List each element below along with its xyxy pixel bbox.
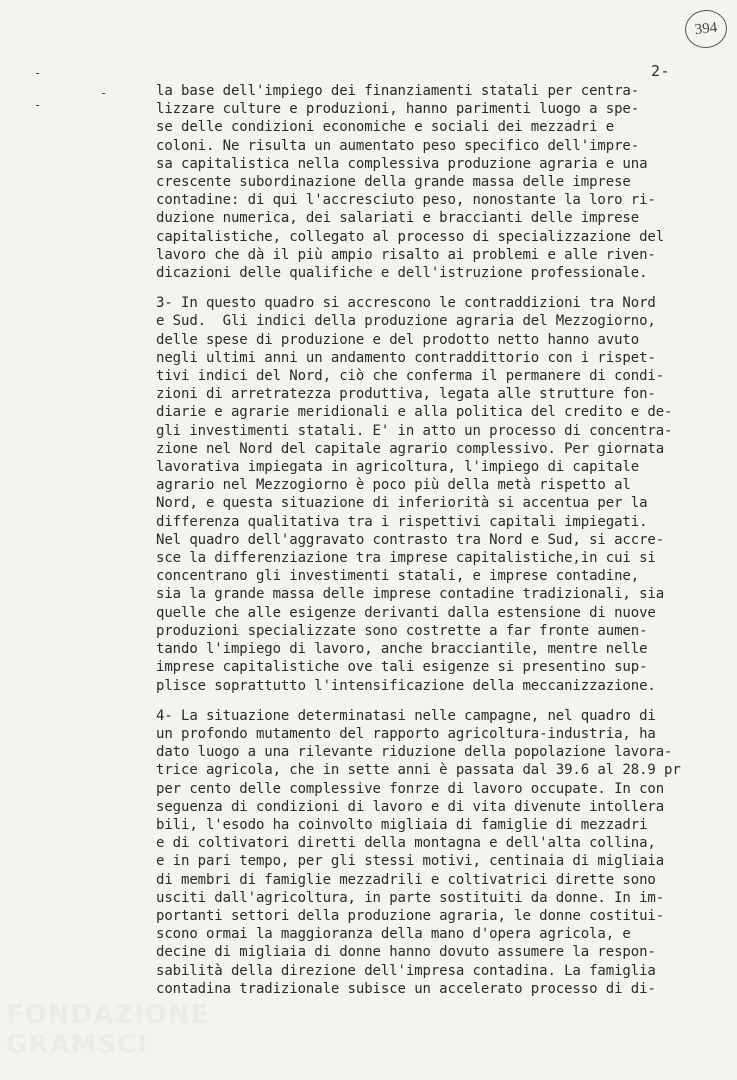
text-line: crescente subordinazione della grande massa delle imprese [156,174,631,191]
document-body [156,82,696,1010]
text-line: quelle che alle esigenze derivanti dalla estensione di nuove [156,604,656,621]
text-line: sce la differenziazione tra imprese capitalistiche,in cui si [156,550,656,567]
text-line: tando l'impiego di lavoro, anche bracciantile, mentre nelle [156,641,648,658]
text-line: contadine: di qui l'accresciuto peso, nonostante la loro ri- [156,192,656,209]
text-line: zione nel Nord del capitale agrario complessivo. Per giornata [156,440,665,457]
text-line: dicazioni delle qualifiche e dell'istruzione professionale. [156,265,648,282]
text-line: produzioni specializzate sono costrette a far fronte aumen- [156,622,648,639]
archive-stamp-number: 394 [693,19,718,38]
watermark-line: GRAMSCI [6,1030,148,1060]
text-line: Nord, e questa situazione di inferiorità si accentua per la [156,495,648,512]
text-line: agrario nel Mezzogiorno è poco più della metà rispetto al [156,477,631,494]
text-line: decine di migliaia di donne hanno dovuto assumere la respon- [156,944,656,961]
text-line: imprese capitalistiche ove tali esigenze si presentino sup- [156,659,648,676]
text-line: la base dell'impiego dei finanziamenti statali per centra- [156,83,640,99]
text-line: di membri di famiglie mezzadrili e coltivatrici dirette sono [156,871,656,888]
text-line: delle spese di produzione e del prodotto netto hanno avuto [156,331,640,348]
text-line: Nel quadro dell'aggravato contrasto tra Nord e Sud, si accre- [156,531,665,548]
text-line: sa capitalistica nella complessiva produzione agraria e una [156,155,648,172]
margin-mark: - [100,86,108,100]
watermark-line: FONDAZIONE [6,1000,210,1030]
archive-stamp [683,8,729,50]
text-line: bili, l'esodo ha coinvolto migliaia di famiglie di mezzadri [156,816,648,833]
text-line: portanti settori della produzione agraria, le donne costitui- [156,907,665,924]
text-line: se delle condizioni economiche e sociali dei mezzadri e [156,119,615,136]
text-line: scono ormai la maggioranza della mano d'opera agricola, e [156,926,631,943]
page-number: 2- [650,62,670,80]
paragraph [156,82,696,282]
paragraph [156,707,696,998]
text-line: diarie e agrarie meridionali e alla politica del credito e de- [156,404,673,421]
text-line: gli investimenti statali. E' in atto un processo di concentra- [156,422,673,439]
text-line: un profondo mutamento del rapporto agricoltura-industria, ha [156,725,656,742]
text-line: duzione numerica, dei salariati e braccianti delle imprese [156,210,640,227]
text-line: e in pari tempo, per gli stessi motivi, centinaia di migliaia [156,853,665,870]
text-line: lizzare culture e produzioni, hanno parimenti luogo a spe- [156,101,640,118]
text-line: differenza qualitativa tra i rispettivi capitali impiegati. [156,513,648,530]
text-line: e di coltivatori diretti della montagna e dell'alta collina, [156,835,656,852]
text-line: sia la grande massa delle imprese contadine tradizionali, sia [156,586,665,603]
text-line: trice agricola, che in sette anni è passata dal 39.6 al 28.9 pr [156,762,681,779]
text-line: usciti dall'agricoltura, in parte sostituiti da donne. In im- [156,889,665,906]
text-line: lavorativa impiegata in agricoltura, l'impiego di capitale [156,459,640,476]
text-line: tivi indici del Nord, ciò che conferma il permanere di condi- [156,368,665,385]
paragraph [156,294,696,694]
text-line: sabilità della direzione dell'impresa contadina. La famiglia [156,962,656,979]
margin-mark: - [34,66,42,80]
text-line: 3- In questo quadro si accrescono le contraddizioni tra Nord [156,295,656,312]
text-line: seguenza di condizioni di lavoro e di vita divenute intollera [156,798,665,815]
text-line: zioni di arretratezza produttiva, legata alle strutture fon- [156,386,656,403]
text-line: dato luogo a una rilevante riduzione della popolazione lavora- [156,744,673,761]
text-line: negli ultimi anni un andamento contraddittorio con i rispet- [156,349,656,366]
text-line: plisce soprattutto l'intensificazione della meccanizzazione. [156,677,656,694]
text-line: concentrano gli investimenti statali, e imprese contadine, [156,568,640,585]
text-line: capitalistiche, collegato al processo di specializzazione del [156,228,665,245]
margin-mark: - [34,98,42,112]
text-line: e Sud. Gli indici della produzione agraria del Mezzogiorno, [156,313,656,330]
text-line: lavoro che dà il più ampio risalto ai problemi e alle riven- [156,246,656,263]
text-line: coloni. Ne risulta un aumentato peso specifico dell'impre- [156,137,640,154]
text-line: contadina tradizionale subisce un accelerato processo di di- [156,980,656,997]
text-line: per cento delle complessive fonrze di lavoro occupate. In con [156,780,665,797]
text-line: 4- La situazione determinatasi nelle campagne, nel quadro di [156,707,656,724]
